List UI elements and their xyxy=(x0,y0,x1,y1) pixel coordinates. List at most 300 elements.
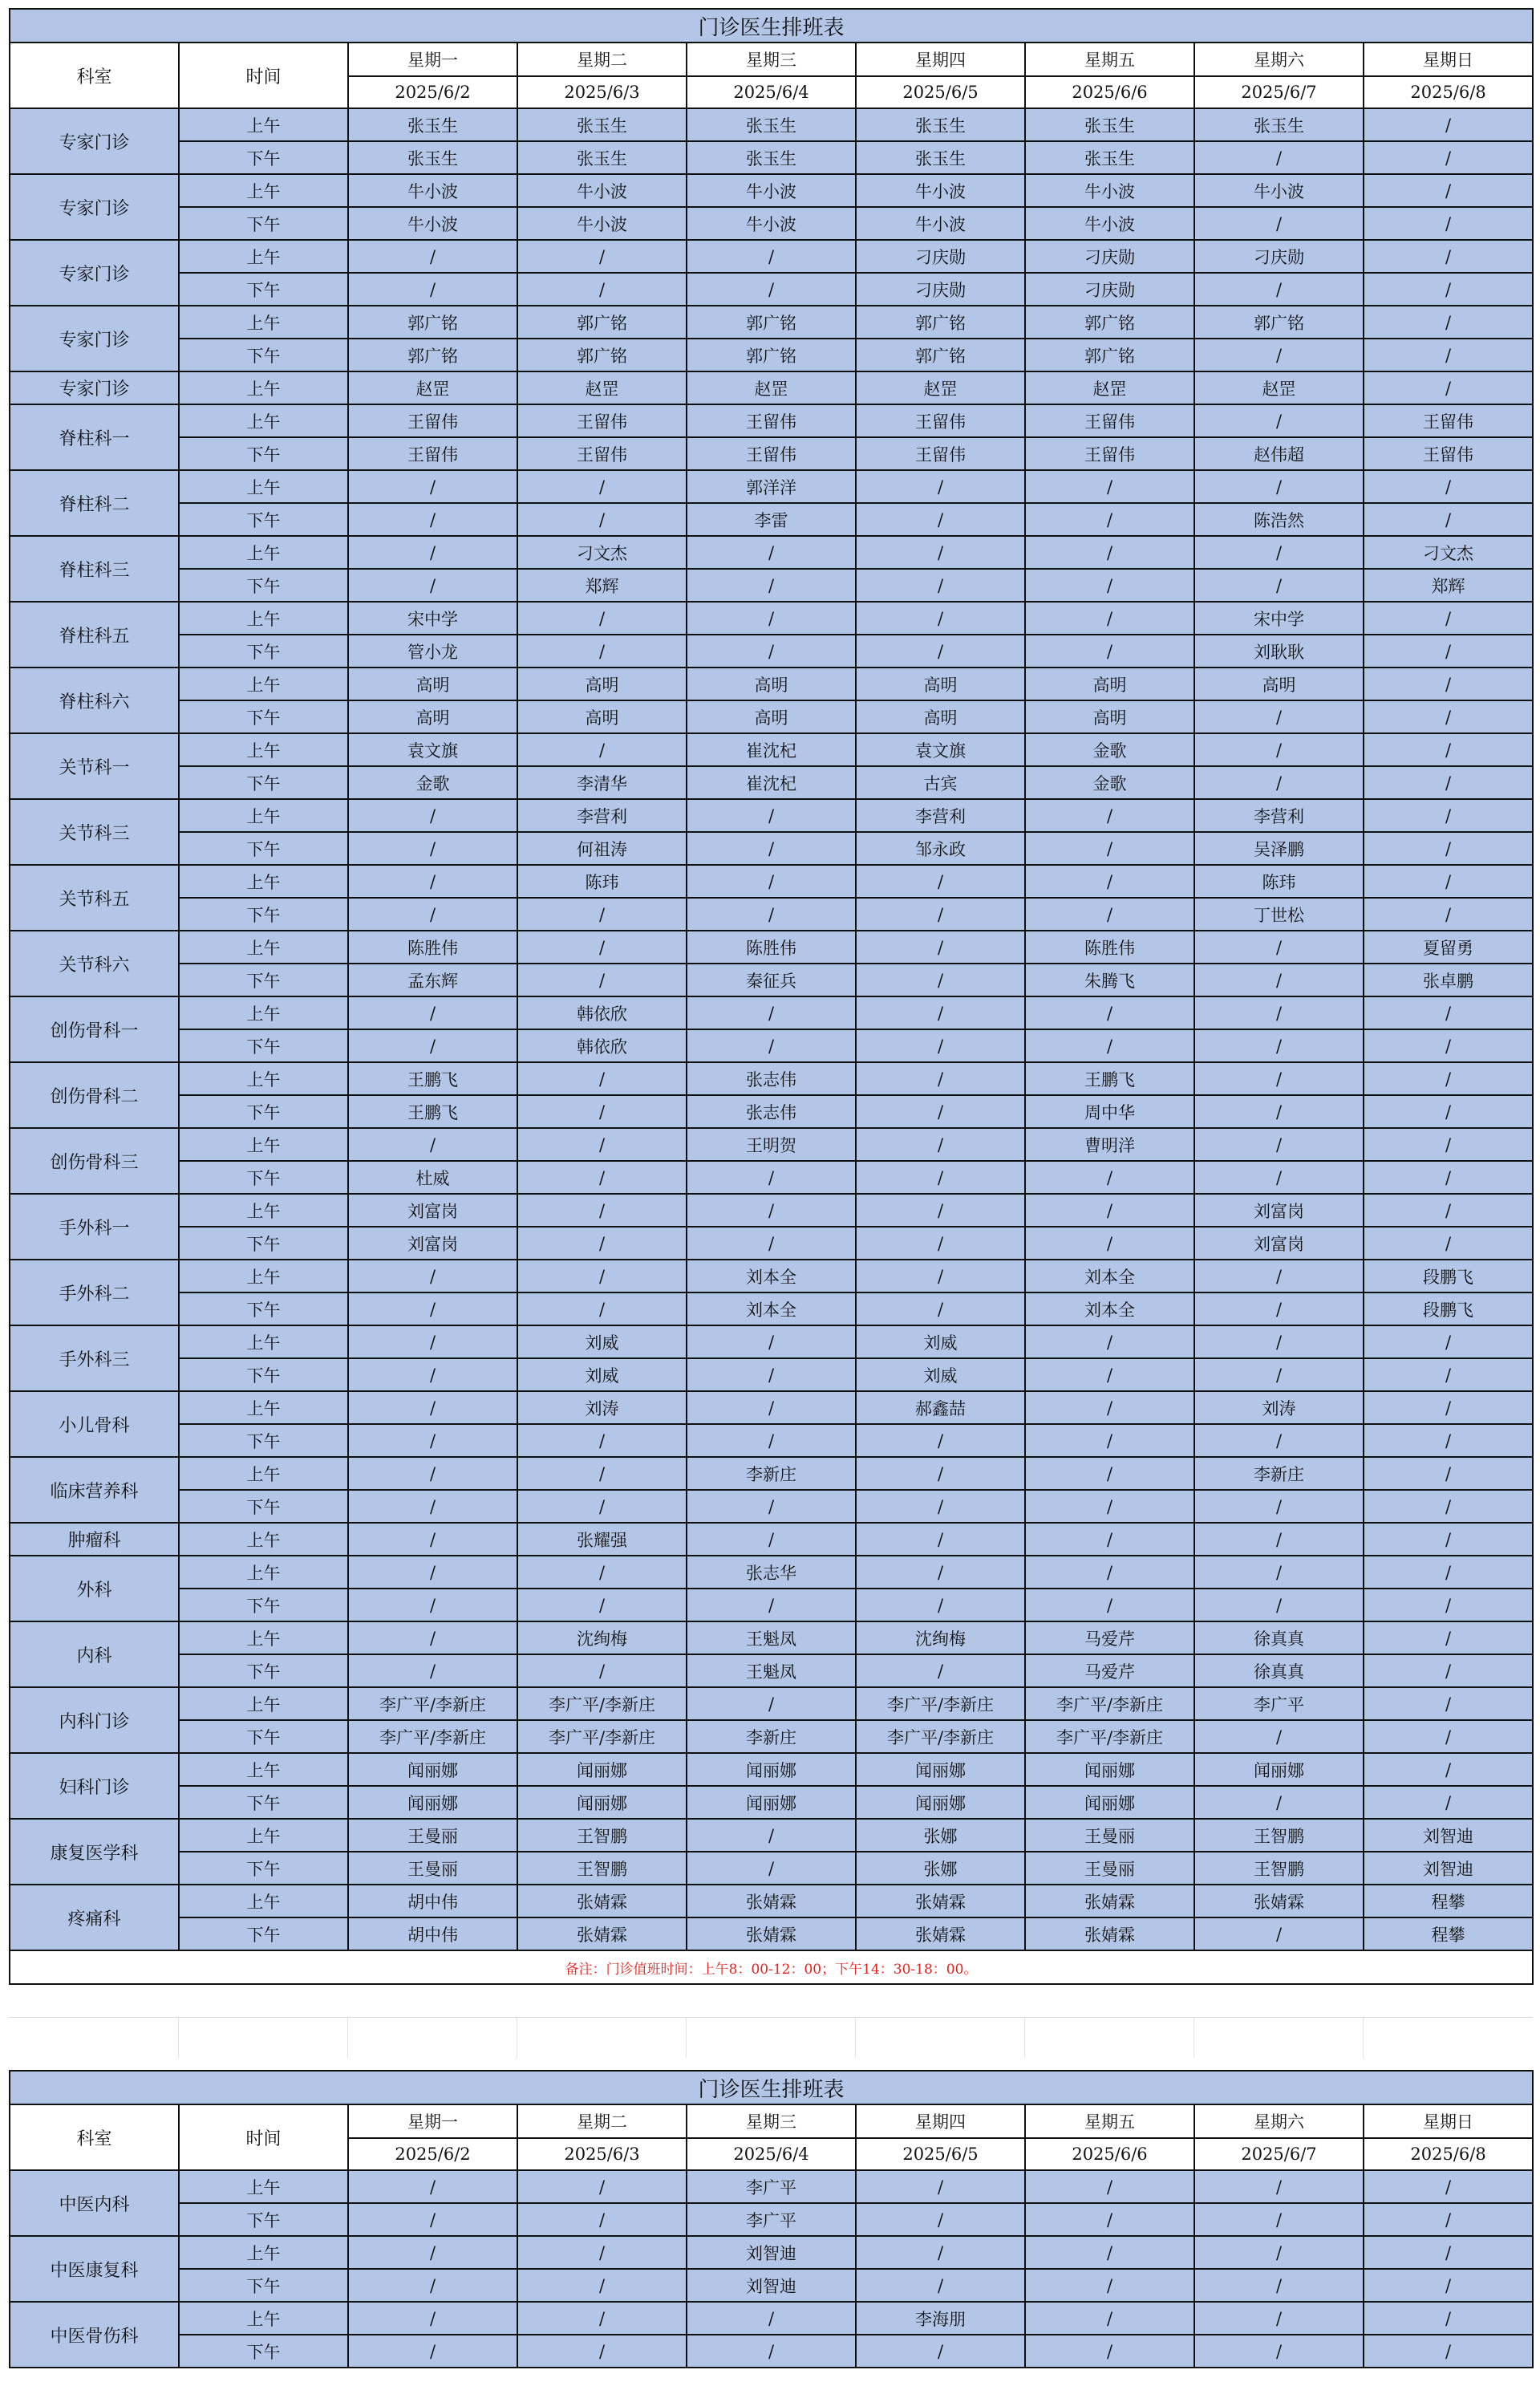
schedule-cell: 赵罡 xyxy=(1194,371,1364,404)
table-row xyxy=(10,207,1533,240)
schedule-cell: / xyxy=(348,898,517,931)
schedule-cell: / xyxy=(1025,1523,1194,1556)
department-name: 脊柱科六 xyxy=(10,668,179,733)
schedule-cell: 陈玮 xyxy=(1194,865,1364,898)
schedule-cell: 高明 xyxy=(1025,700,1194,733)
schedule-cell: / xyxy=(517,733,687,766)
table-row xyxy=(10,1917,1533,1950)
schedule-cell: 胡中伟 xyxy=(348,1917,517,1950)
period-label: 下午 xyxy=(179,2335,348,2368)
schedule-cell: 朱腾飞 xyxy=(1025,964,1194,996)
schedule-cell: 王曼丽 xyxy=(348,1852,517,1885)
schedule-cell: / xyxy=(517,273,687,306)
schedule-cell: / xyxy=(687,1358,856,1391)
schedule-cell: / xyxy=(1194,1720,1364,1753)
schedule-cell: 李广平/李新庄 xyxy=(1025,1720,1194,1753)
schedule-cell: 牛小波 xyxy=(348,207,517,240)
schedule-cell: 高明 xyxy=(1025,668,1194,700)
period-label: 上午 xyxy=(179,1885,348,1917)
schedule-sheet-1 xyxy=(9,8,1533,1985)
schedule-cell: 闻丽娜 xyxy=(517,1786,687,1819)
schedule-cell: 沈绚梅 xyxy=(856,1621,1025,1654)
schedule-cell: 韩依欣 xyxy=(517,1029,687,1062)
table-row xyxy=(10,1227,1533,1260)
schedule-cell: 程攀 xyxy=(1364,1917,1533,1950)
schedule-cell: 张玉生 xyxy=(856,141,1025,174)
schedule-cell: / xyxy=(1194,2335,1364,2368)
schedule-cell: 崔沈杞 xyxy=(687,766,856,799)
schedule-cell: / xyxy=(1194,2170,1364,2203)
schedule-cell: 牛小波 xyxy=(856,174,1025,207)
schedule-cell: / xyxy=(1194,1062,1364,1095)
schedule-cell: 赵罡 xyxy=(687,371,856,404)
schedule-cell: 高明 xyxy=(856,668,1025,700)
table-title: 门诊医生排班表 xyxy=(10,2071,1533,2104)
schedule-cell: / xyxy=(1194,1358,1364,1391)
period-label: 上午 xyxy=(179,240,348,273)
schedule-cell: / xyxy=(856,1556,1025,1589)
table-row xyxy=(10,1161,1533,1194)
schedule-cell: 郭洋洋 xyxy=(687,470,856,503)
schedule-cell: 高明 xyxy=(517,668,687,700)
header-dept: 科室 xyxy=(10,43,179,108)
schedule-cell: / xyxy=(1364,733,1533,766)
period-label: 上午 xyxy=(179,1391,348,1424)
schedule-cell: 刘本全 xyxy=(1025,1260,1194,1292)
schedule-cell: / xyxy=(1194,207,1364,240)
schedule-cell: 李广平 xyxy=(1194,1687,1364,1720)
schedule-cell: / xyxy=(687,1325,856,1358)
schedule-cell: 张婧霖 xyxy=(1025,1917,1194,1950)
schedule-cell: / xyxy=(1194,1556,1364,1589)
department-name: 肿瘤科 xyxy=(10,1523,179,1556)
schedule-cell: 张玉生 xyxy=(687,141,856,174)
department-name: 中医内科 xyxy=(10,2170,179,2236)
schedule-cell: / xyxy=(856,931,1025,964)
schedule-cell: / xyxy=(1194,1128,1364,1161)
schedule-cell: 闻丽娜 xyxy=(348,1786,517,1819)
schedule-cell: / xyxy=(1025,2236,1194,2269)
table-row xyxy=(10,964,1533,996)
schedule-cell: 牛小波 xyxy=(856,207,1025,240)
schedule-cell: / xyxy=(1364,1227,1533,1260)
department-name: 关节科六 xyxy=(10,931,179,996)
table-row xyxy=(10,1786,1533,1819)
schedule-cell: / xyxy=(856,503,1025,536)
schedule-cell: 李新庄 xyxy=(1194,1457,1364,1490)
header-day: 星期五 xyxy=(1025,43,1194,76)
schedule-cell: / xyxy=(348,1457,517,1490)
schedule-cell: / xyxy=(856,1095,1025,1128)
schedule-cell: 张玉生 xyxy=(1025,141,1194,174)
schedule-cell: 牛小波 xyxy=(1025,207,1194,240)
schedule-cell: 张婧霖 xyxy=(517,1885,687,1917)
schedule-cell: / xyxy=(1364,2335,1533,2368)
schedule-cell: / xyxy=(856,2335,1025,2368)
schedule-cell: 李雷 xyxy=(687,503,856,536)
schedule-cell: 牛小波 xyxy=(517,174,687,207)
schedule-cell: / xyxy=(1364,2269,1533,2302)
table-row xyxy=(10,668,1533,700)
department-name: 专家门诊 xyxy=(10,174,179,240)
schedule-cell: / xyxy=(1194,1917,1364,1950)
schedule-sheet-2 xyxy=(9,2070,1533,2368)
schedule-cell: / xyxy=(1025,1457,1194,1490)
period-label: 上午 xyxy=(179,1194,348,1227)
schedule-cell: / xyxy=(1194,1029,1364,1062)
period-label: 下午 xyxy=(179,1917,348,1950)
period-label: 下午 xyxy=(179,766,348,799)
schedule-cell: / xyxy=(856,2269,1025,2302)
schedule-cell: 闻丽娜 xyxy=(687,1786,856,1819)
schedule-cell: 郭广铭 xyxy=(687,339,856,371)
period-label: 上午 xyxy=(179,371,348,404)
period-label: 下午 xyxy=(179,2269,348,2302)
header-date: 2025/6/7 xyxy=(1194,2138,1364,2170)
schedule-table xyxy=(9,2070,1534,2368)
schedule-cell: / xyxy=(687,865,856,898)
schedule-cell: / xyxy=(856,1194,1025,1227)
schedule-cell: 段鹏飞 xyxy=(1364,1260,1533,1292)
schedule-cell: / xyxy=(687,1819,856,1852)
period-label: 下午 xyxy=(179,437,348,470)
schedule-cell: / xyxy=(1364,1523,1533,1556)
schedule-cell: 丁世松 xyxy=(1194,898,1364,931)
schedule-cell: / xyxy=(1364,273,1533,306)
schedule-cell: / xyxy=(348,1292,517,1325)
schedule-cell: 刘富岗 xyxy=(348,1194,517,1227)
table-row xyxy=(10,371,1533,404)
schedule-cell: 闻丽娜 xyxy=(1025,1753,1194,1786)
schedule-cell: 王留伟 xyxy=(687,437,856,470)
department-name: 关节科一 xyxy=(10,733,179,799)
schedule-cell: 高明 xyxy=(517,700,687,733)
schedule-cell: / xyxy=(517,898,687,931)
schedule-cell: / xyxy=(687,635,856,668)
schedule-cell: / xyxy=(687,1424,856,1457)
schedule-cell: / xyxy=(1025,1391,1194,1424)
schedule-cell: / xyxy=(1364,832,1533,865)
schedule-cell: / xyxy=(348,2302,517,2335)
schedule-cell: 牛小波 xyxy=(1025,174,1194,207)
schedule-cell: 李营利 xyxy=(1194,799,1364,832)
schedule-cell: 王留伟 xyxy=(1025,404,1194,437)
schedule-cell: / xyxy=(517,470,687,503)
header-date: 2025/6/3 xyxy=(517,76,687,108)
schedule-cell: / xyxy=(1194,2236,1364,2269)
duty-hours-note: 备注：门诊值班时间：上午8：00-12：00；下午14：30-18：00。 xyxy=(10,1950,1533,1984)
schedule-cell: / xyxy=(1194,931,1364,964)
table-row xyxy=(10,1589,1533,1621)
schedule-cell: 张志华 xyxy=(687,1556,856,1589)
schedule-cell: / xyxy=(1194,1786,1364,1819)
schedule-cell: 刘本全 xyxy=(1025,1292,1194,1325)
schedule-cell: 李清华 xyxy=(517,766,687,799)
schedule-cell: / xyxy=(1194,1095,1364,1128)
schedule-cell: 金歌 xyxy=(1025,766,1194,799)
schedule-cell: / xyxy=(517,2335,687,2368)
schedule-cell: / xyxy=(1194,2302,1364,2335)
schedule-cell: / xyxy=(348,1490,517,1523)
table-row xyxy=(10,1029,1533,1062)
schedule-cell: 周中华 xyxy=(1025,1095,1194,1128)
schedule-cell: 高明 xyxy=(687,700,856,733)
schedule-cell: / xyxy=(1025,1424,1194,1457)
table-row xyxy=(10,799,1533,832)
schedule-cell: 秦征兵 xyxy=(687,964,856,996)
schedule-cell: / xyxy=(1364,1325,1533,1358)
header-day: 星期二 xyxy=(517,2104,687,2138)
schedule-cell: / xyxy=(348,2335,517,2368)
schedule-cell: / xyxy=(856,1227,1025,1260)
schedule-cell: / xyxy=(348,2269,517,2302)
schedule-cell: 管小龙 xyxy=(348,635,517,668)
schedule-cell: / xyxy=(1025,996,1194,1029)
schedule-cell: / xyxy=(1025,2269,1194,2302)
period-label: 下午 xyxy=(179,339,348,371)
schedule-cell: / xyxy=(348,503,517,536)
schedule-cell: 陈胜伟 xyxy=(348,931,517,964)
schedule-cell: / xyxy=(856,1654,1025,1687)
schedule-cell: 王曼丽 xyxy=(348,1819,517,1852)
schedule-cell: 刘本全 xyxy=(687,1292,856,1325)
period-label: 上午 xyxy=(179,1523,348,1556)
table-row xyxy=(10,1358,1533,1391)
schedule-cell: / xyxy=(1364,1589,1533,1621)
schedule-cell: 段鹏飞 xyxy=(1364,1292,1533,1325)
schedule-cell: / xyxy=(856,1457,1025,1490)
schedule-cell: / xyxy=(517,1556,687,1589)
department-name: 关节科五 xyxy=(10,865,179,931)
schedule-cell: 赵罡 xyxy=(1025,371,1194,404)
schedule-cell: / xyxy=(687,898,856,931)
schedule-cell: 郑辉 xyxy=(517,569,687,602)
schedule-cell: 张玉生 xyxy=(348,108,517,141)
department-name: 外科 xyxy=(10,1556,179,1621)
schedule-cell: 陈胜伟 xyxy=(1025,931,1194,964)
schedule-cell: 王留伟 xyxy=(517,404,687,437)
department-name: 手外科三 xyxy=(10,1325,179,1391)
period-label: 下午 xyxy=(179,1095,348,1128)
schedule-cell: 何祖涛 xyxy=(517,832,687,865)
schedule-cell: / xyxy=(1025,2170,1194,2203)
period-label: 上午 xyxy=(179,733,348,766)
schedule-cell: 张玉生 xyxy=(517,108,687,141)
schedule-cell: / xyxy=(517,964,687,996)
period-label: 下午 xyxy=(179,569,348,602)
header-day: 星期日 xyxy=(1364,43,1533,76)
schedule-cell: / xyxy=(348,799,517,832)
schedule-cell: 张婧霖 xyxy=(687,1917,856,1950)
schedule-cell: 宋中学 xyxy=(1194,602,1364,635)
schedule-cell: 赵伟超 xyxy=(1194,437,1364,470)
header-date: 2025/6/5 xyxy=(856,76,1025,108)
schedule-cell: / xyxy=(1194,273,1364,306)
schedule-cell: / xyxy=(348,1654,517,1687)
schedule-cell: 金歌 xyxy=(1025,733,1194,766)
schedule-cell: 刁文杰 xyxy=(1364,536,1533,569)
period-label: 上午 xyxy=(179,1687,348,1720)
schedule-cell: / xyxy=(687,832,856,865)
header-day: 星期六 xyxy=(1194,43,1364,76)
header-day: 星期一 xyxy=(348,43,517,76)
department-name: 康复医学科 xyxy=(10,1819,179,1885)
table-row xyxy=(10,404,1533,437)
schedule-cell: 刘智迪 xyxy=(1364,1852,1533,1885)
period-label: 上午 xyxy=(179,668,348,700)
schedule-cell: / xyxy=(1364,1753,1533,1786)
schedule-cell: / xyxy=(856,2236,1025,2269)
period-label: 上午 xyxy=(179,602,348,635)
schedule-cell: / xyxy=(687,240,856,273)
schedule-cell: 张婧霖 xyxy=(687,1885,856,1917)
schedule-cell: / xyxy=(1364,2170,1533,2203)
schedule-cell: 李广平/李新庄 xyxy=(517,1720,687,1753)
schedule-cell: / xyxy=(517,2236,687,2269)
schedule-cell: 张志伟 xyxy=(687,1095,856,1128)
table-row xyxy=(10,1194,1533,1227)
schedule-cell: 郭广铭 xyxy=(1025,306,1194,339)
period-label: 下午 xyxy=(179,635,348,668)
table-row xyxy=(10,536,1533,569)
schedule-cell: / xyxy=(1364,470,1533,503)
header-date: 2025/6/6 xyxy=(1025,2138,1194,2170)
schedule-cell: / xyxy=(687,273,856,306)
schedule-cell: 高明 xyxy=(348,700,517,733)
schedule-cell: / xyxy=(856,1029,1025,1062)
schedule-cell: / xyxy=(1364,1687,1533,1720)
department-name: 内科门诊 xyxy=(10,1687,179,1753)
table-row xyxy=(10,1424,1533,1457)
schedule-cell: 刘智迪 xyxy=(687,2269,856,2302)
department-name: 脊柱科三 xyxy=(10,536,179,602)
schedule-cell: 王智鹏 xyxy=(517,1852,687,1885)
schedule-cell: 李海朋 xyxy=(856,2302,1025,2335)
schedule-cell: 袁文旗 xyxy=(856,733,1025,766)
department-name: 创伤骨科三 xyxy=(10,1128,179,1194)
department-name: 中医康复科 xyxy=(10,2236,179,2302)
schedule-cell: 刘富岗 xyxy=(1194,1227,1364,1260)
schedule-cell: 王留伟 xyxy=(1364,437,1533,470)
schedule-cell: / xyxy=(1025,1490,1194,1523)
schedule-cell: / xyxy=(1025,470,1194,503)
header-day: 星期六 xyxy=(1194,2104,1364,2138)
schedule-cell: / xyxy=(687,536,856,569)
schedule-cell: / xyxy=(1364,1621,1533,1654)
header-day: 星期四 xyxy=(856,2104,1025,2138)
schedule-cell: / xyxy=(1025,898,1194,931)
schedule-cell: 刘本全 xyxy=(687,1260,856,1292)
schedule-cell: / xyxy=(348,1391,517,1424)
schedule-cell: / xyxy=(856,2170,1025,2203)
schedule-cell: / xyxy=(1364,306,1533,339)
schedule-cell: 王智鹏 xyxy=(1194,1819,1364,1852)
table-row xyxy=(10,1325,1533,1358)
period-label: 上午 xyxy=(179,1325,348,1358)
schedule-cell: / xyxy=(856,635,1025,668)
table-row xyxy=(10,931,1533,964)
schedule-cell: / xyxy=(348,1128,517,1161)
schedule-cell: 程攀 xyxy=(1364,1885,1533,1917)
schedule-cell: / xyxy=(1364,766,1533,799)
schedule-cell: / xyxy=(687,1687,856,1720)
schedule-cell: / xyxy=(687,1227,856,1260)
schedule-cell: / xyxy=(348,569,517,602)
schedule-cell: 王留伟 xyxy=(856,437,1025,470)
table-row xyxy=(10,1490,1533,1523)
table-row xyxy=(10,2203,1533,2236)
schedule-cell: 王明贺 xyxy=(687,1128,856,1161)
header-day: 星期三 xyxy=(687,2104,856,2138)
schedule-cell: / xyxy=(1194,1325,1364,1358)
table-row xyxy=(10,1391,1533,1424)
schedule-cell: 张娜 xyxy=(856,1852,1025,1885)
schedule-cell: / xyxy=(517,1589,687,1621)
table-row xyxy=(10,602,1533,635)
schedule-cell: / xyxy=(1364,2236,1533,2269)
schedule-cell: / xyxy=(856,964,1025,996)
schedule-cell: / xyxy=(348,470,517,503)
schedule-cell: 高明 xyxy=(348,668,517,700)
table-row xyxy=(10,733,1533,766)
schedule-cell: / xyxy=(1364,898,1533,931)
schedule-cell: 马爱芹 xyxy=(1025,1654,1194,1687)
schedule-cell: / xyxy=(517,1161,687,1194)
department-name: 临床营养科 xyxy=(10,1457,179,1523)
schedule-cell: 张卓鹏 xyxy=(1364,964,1533,996)
table-row xyxy=(10,1260,1533,1292)
schedule-cell: 郭广铭 xyxy=(687,306,856,339)
schedule-cell: / xyxy=(348,1424,517,1457)
schedule-cell: / xyxy=(1364,240,1533,273)
schedule-cell: 刁庆勋 xyxy=(1194,240,1364,273)
schedule-cell: / xyxy=(517,602,687,635)
schedule-cell: / xyxy=(517,503,687,536)
schedule-cell: 牛小波 xyxy=(348,174,517,207)
schedule-cell: / xyxy=(856,1062,1025,1095)
schedule-cell: / xyxy=(687,1391,856,1424)
schedule-cell: / xyxy=(348,1260,517,1292)
table-row xyxy=(10,832,1533,865)
schedule-cell: / xyxy=(687,2302,856,2335)
schedule-cell: 李营利 xyxy=(856,799,1025,832)
schedule-cell: / xyxy=(687,1490,856,1523)
schedule-cell: / xyxy=(1364,1424,1533,1457)
schedule-cell: / xyxy=(1025,536,1194,569)
schedule-cell: / xyxy=(1025,602,1194,635)
header-date: 2025/6/3 xyxy=(517,2138,687,2170)
schedule-cell: 曹明洋 xyxy=(1025,1128,1194,1161)
schedule-cell: 王曼丽 xyxy=(1025,1819,1194,1852)
schedule-cell: 韩依欣 xyxy=(517,996,687,1029)
department-name: 小儿骨科 xyxy=(10,1391,179,1457)
table-row xyxy=(10,240,1533,273)
schedule-cell: 徐真真 xyxy=(1194,1621,1364,1654)
table-row xyxy=(10,2302,1533,2335)
department-name: 中医骨伤科 xyxy=(10,2302,179,2368)
table-row xyxy=(10,273,1533,306)
schedule-cell: / xyxy=(348,536,517,569)
schedule-cell: 郭广铭 xyxy=(1194,306,1364,339)
period-label: 上午 xyxy=(179,1128,348,1161)
table-row xyxy=(10,306,1533,339)
department-name: 专家门诊 xyxy=(10,371,179,404)
schedule-cell: 赵罡 xyxy=(517,371,687,404)
period-label: 上午 xyxy=(179,931,348,964)
schedule-cell: / xyxy=(1364,1161,1533,1194)
department-name: 专家门诊 xyxy=(10,108,179,174)
schedule-cell: / xyxy=(517,1227,687,1260)
